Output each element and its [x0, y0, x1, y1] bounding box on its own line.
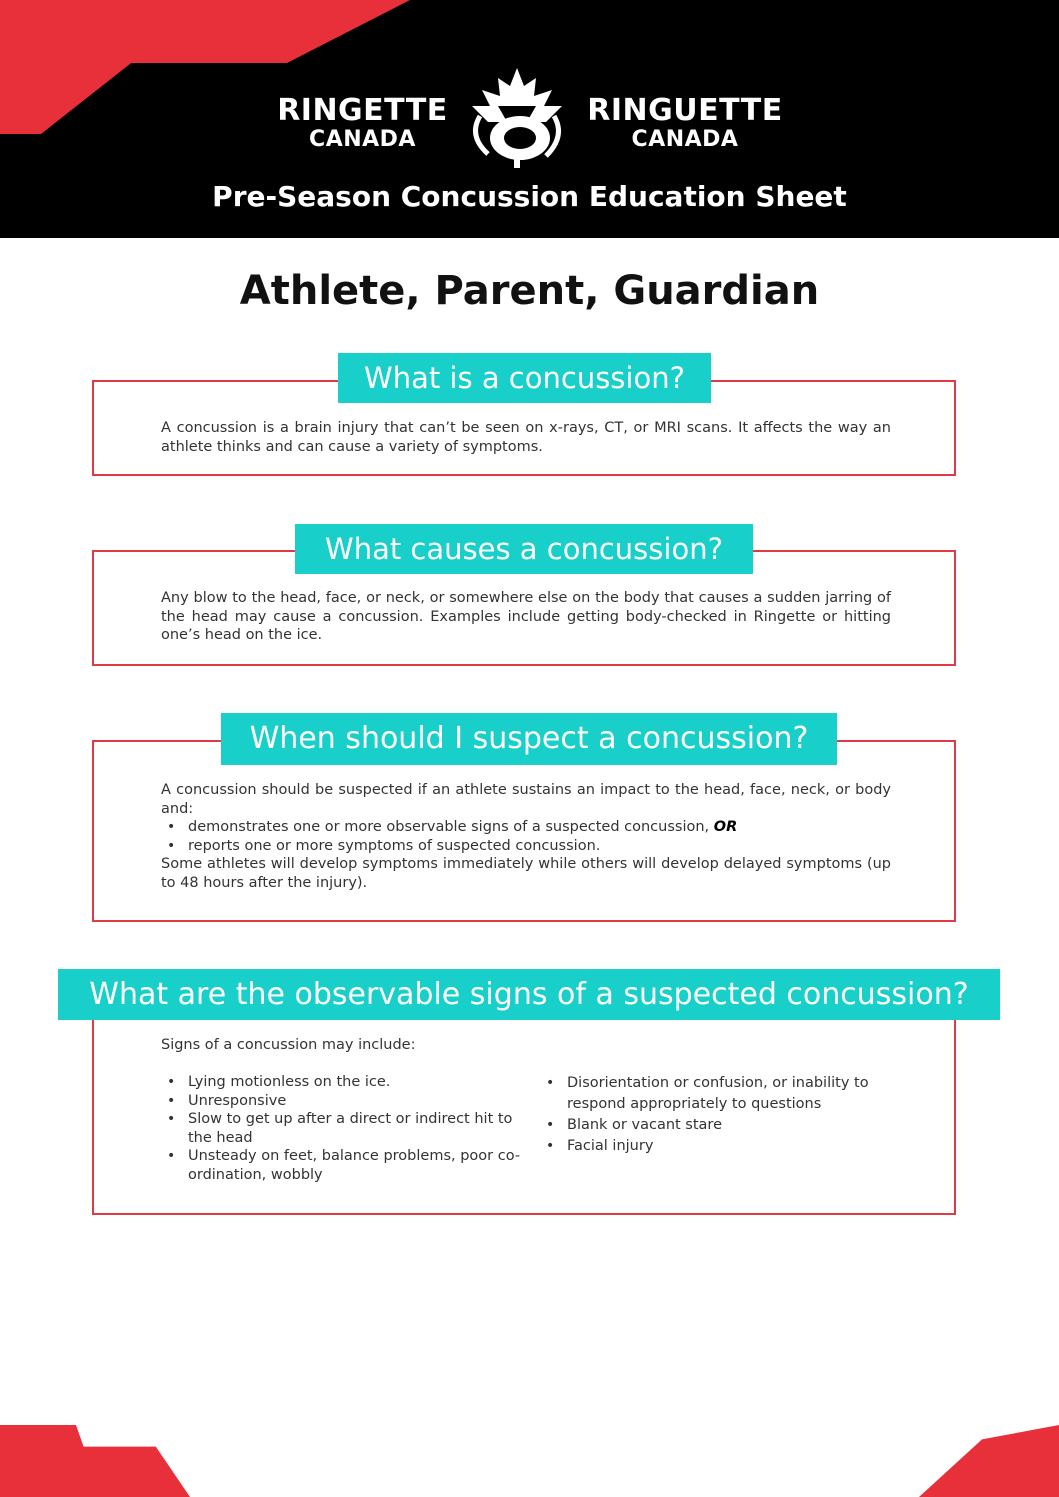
section-causes-heading: What causes a concussion? — [295, 524, 753, 574]
suspect-bullet-1-emphasis: OR — [713, 819, 738, 835]
section-what-is-text — [161, 419, 891, 456]
list-item — [161, 837, 891, 856]
header-banner — [0, 0, 1059, 238]
section-signs-left-column — [161, 1073, 521, 1184]
footer-red-accent-right — [919, 1425, 1059, 1497]
signs-left-list — [161, 1073, 521, 1184]
maple-leaf-ring-logo-icon — [458, 66, 576, 170]
section-suspect-text — [161, 781, 891, 892]
list-item: • Slow to get up after a direct or indirect hit to the head — [161, 1110, 521, 1147]
list-item: • Blank or vacant stare — [540, 1115, 880, 1136]
list-item: • Unsteady on feet, balance problems, poor co-ordination, wobbly — [161, 1147, 521, 1184]
list-item: • Unresponsive — [161, 1092, 521, 1111]
suspect-bullet-1: demonstrates one or more observable signs of a suspected concussion, — [188, 819, 710, 835]
brand-english-line1: RINGETTE — [277, 93, 448, 128]
list-item: • Facial injury — [540, 1136, 880, 1157]
section-what-is-heading: What is a concussion? — [338, 353, 711, 403]
footer-red-accent-left — [0, 1425, 190, 1497]
suspect-bullet-2: reports one or more symptoms of suspected concussion. — [188, 837, 601, 854]
section-causes-paragraph: Any blow to the head, face, or neck, or somewhere else on the body that causes a sudden jarring of the head may cause a concussion. Examples include getting body-checked in Ringette or hitting one’s head on the ice. — [161, 590, 891, 643]
section-causes-text — [161, 589, 891, 645]
audience-title: Athlete, Parent, Guardian — [239, 268, 820, 314]
section-signs-heading: What are the observable signs of a suspected concussion? — [58, 969, 1000, 1020]
section-suspect-heading: When should I suspect a concussion? — [221, 713, 837, 765]
section-what-is-paragraph: A concussion is a brain injury that can’t be seen on x-rays, CT, or MRI scans. It affects the way an athlete thinks and can cause a variety of symptoms. — [161, 420, 891, 455]
brand-english-line2: CANADA — [309, 127, 416, 152]
section-suspect-outro: Some athletes will develop symptoms immediately while others will develop delayed symptoms (up to 48 hours after the injury). — [161, 856, 891, 891]
list-item: • Disorientation or confusion, or inability to respond appropriately to questions — [540, 1073, 880, 1115]
brand-french — [585, 94, 785, 152]
brand-french-line1: RINGUETTE — [587, 93, 783, 128]
section-signs-right-column — [540, 1073, 880, 1157]
section-suspect-list — [161, 818, 891, 855]
section-suspect-intro: A concussion should be suspected if an athlete sustains an impact to the head, face, neck, or body and: — [161, 782, 891, 817]
list-item: • Lying motionless on the ice. — [161, 1073, 521, 1092]
signs-right-list — [540, 1073, 880, 1157]
section-signs-intro-text: Signs of a concussion may include: — [161, 1037, 416, 1053]
sheet-title: Pre-Season Concussion Education Sheet — [212, 180, 847, 213]
list-item — [161, 818, 891, 837]
brand-english — [270, 94, 455, 152]
section-signs-intro — [161, 1036, 891, 1055]
brand-french-line2: CANADA — [631, 127, 739, 152]
